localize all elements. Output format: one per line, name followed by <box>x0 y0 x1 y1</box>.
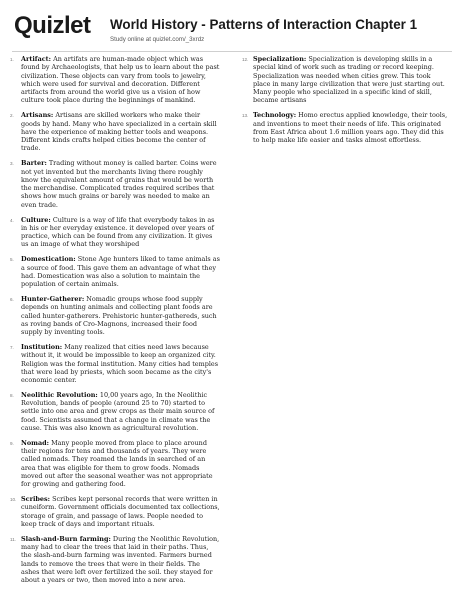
term-word: Scribes: <box>21 495 51 504</box>
term-definition: Culture is a way of life that everybody takes in as in his or her everyday existence. it developed over years of practice, which can be found from any civilization. It gives us an image of what they worshiped <box>21 215 215 249</box>
term-scribes <box>10 495 220 528</box>
term-definition: Trading without money is called barter. Coins were not yet invented but the merchants living there roughly know the equivalent amount of grains that would be worth the merchandise. Complicated trades required scribes that shows how much grains or barely was needed to make an even trade. <box>21 159 217 209</box>
term-word: Institution: <box>21 342 63 351</box>
term-word: Nomad: <box>21 438 50 447</box>
term-word: Slash-and-Burn farming: <box>21 534 111 543</box>
term-specialization <box>242 55 448 105</box>
term-number: 13. <box>242 113 249 119</box>
term-definition: Nomadic groups whose food supply depends on hunting animals and collecting plant foods are called hunter-gatherers. Prehistoric hunter-gathereds, such as roving bands of Cro-Magnons, increased their food supply by inventing tools. <box>21 294 217 337</box>
term-number: 4. <box>10 217 14 223</box>
term-definition: Homo erectus applied knowledge, their tools, and inventions to meet their needs of life. This originated from East Africa about 1.6 million years ago. They did this to help make life easier and tasks almost effortless. <box>253 111 448 145</box>
quizlet-logo: Quizlet <box>14 12 91 39</box>
term-number: 1. <box>10 57 14 62</box>
term-number: 2. <box>10 113 14 119</box>
term-number: 11. <box>10 536 17 542</box>
page-title: World History - Patterns of Interaction Chapter 1 <box>110 17 418 32</box>
term-word: Culture: <box>21 215 51 224</box>
term-definition: Stone Age hunters liked to tame animals as a source of food. This gave them an advantage of what they had. Domestication was also a solution to maintain the population of certain animals. <box>21 255 220 289</box>
term-number: 10. <box>10 497 17 503</box>
term-number: 7. <box>10 344 14 350</box>
term-word: Artifact: <box>21 55 52 63</box>
term-number: 8. <box>10 392 14 398</box>
term-definition: Specialization is developing skills in a special kind of work such as trading or record keeping. Specialization was needed when cities grew. This took place in many large civilization that were just starting out. Many people who specialized in a specific kind of skill, became artisans <box>253 55 445 105</box>
term-word: Barter: <box>21 159 47 168</box>
term-slash-and-burn <box>10 535 220 585</box>
term-definition: Many people moved from place to place around their regions for tens and thousands of years. They were called nomads. They roamed the lands in searched of an area that was eligible for them to grow foods. Nomads moved out after the seasonal weather was not appropriate for growing and gathering food. <box>21 438 213 489</box>
term-definition: During the Neolithic Revolution, many had to clear the trees that laid in their paths. Thus, the slash-and-burn farming was invented. Farmers burned lands to remove the trees that were in their fields. The ashes that were left over fertilized the soil. they stayed for about a years or two, then moved into a new area. <box>21 534 220 585</box>
term-definition: An artifats are human-made object which was found by Archaeologists, that help us to learn about the past civilization. These objects can vary from tools to jewelry, which were used for survival and decoration. Different artifacts from around the world give us a vision of how culture took place during the beginnings of mankind. <box>21 55 220 105</box>
term-definition: Artisans are skilled workers who make their goods by hand. Many who have specialized in a certain skill have the experience of making better tools and weapons. Different kinds crafts helped cities become the center of trade. <box>21 111 217 153</box>
term-word: Technology: <box>253 111 297 120</box>
left-column <box>10 55 220 591</box>
term-institution <box>10 343 220 384</box>
term-word: Neolithic Revolution: <box>21 390 98 399</box>
term-technology <box>242 111 448 144</box>
document-header <box>12 7 452 51</box>
term-word: Artisans: <box>21 111 54 120</box>
term-word: Specialization: <box>253 55 307 63</box>
term-number: 6. <box>10 296 14 302</box>
term-number: 3. <box>10 161 14 167</box>
term-culture <box>10 216 220 249</box>
term-number: 5. <box>10 257 14 263</box>
term-word: Hunter-Gatherer: <box>21 294 85 303</box>
term-number: 12. <box>242 57 249 62</box>
header-divider <box>12 51 452 52</box>
study-online-link[interactable]: Study online at quizlet.com/_3xrdz <box>110 36 205 43</box>
term-barter <box>10 159 220 209</box>
term-definition: Scribes kept personal records that were written in cuneiform. Government officials documented tax collections, storage of grain, and passage of laws. People needed to keep track of days and important rituals. <box>21 495 220 529</box>
term-number: 9. <box>10 440 14 446</box>
term-domestication <box>10 255 220 288</box>
right-column <box>242 55 448 151</box>
term-artisans <box>10 111 220 152</box>
term-neolithic-revolution <box>10 391 220 432</box>
term-nomad <box>10 439 220 489</box>
term-artifact <box>10 55 220 105</box>
term-definition: Many realized that cities need laws because without it, it would be impossible to keep an organized city. Religion was the formal institution. Many cities had temples that were lead by priests, which soon became as the city's economic center. <box>21 342 219 385</box>
term-word: Domestication: <box>21 255 76 264</box>
term-definition: 10,00 years ago, In the Neolithic Revolution, bands of people (around 25 to 70) started to settle into one area and grew crops as their main source of food. Scientists assumed that a change in climate was the cause. This was also known as agricultural revolution. <box>21 390 215 433</box>
term-hunter-gatherer <box>10 295 220 336</box>
